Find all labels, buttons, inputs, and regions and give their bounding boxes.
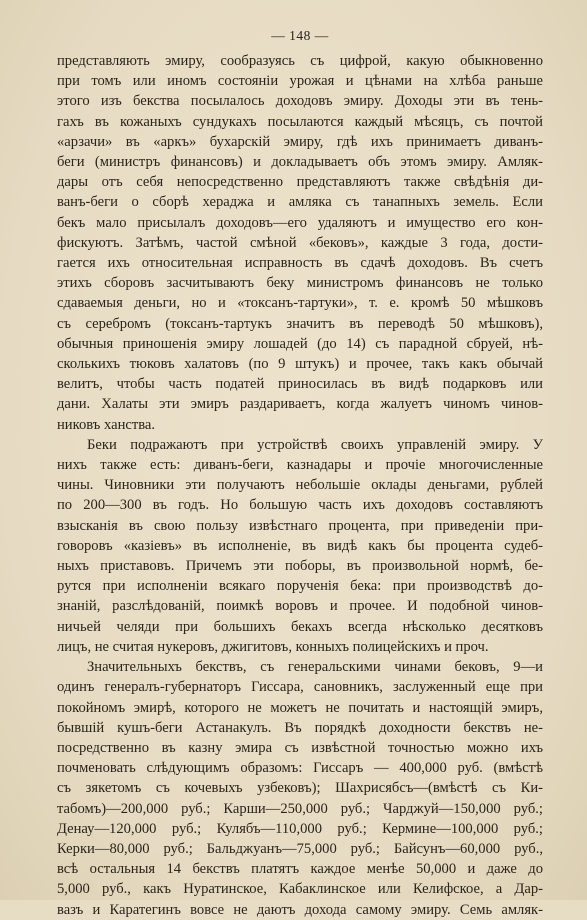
text-line: этого изъ бекства посылалось доходовъ эмиру. Доходы эти въ тень- xyxy=(57,93,543,110)
text-line: никовъ ханства. xyxy=(57,416,156,433)
text-line: чины. Чиновники эти получаютъ небольшіе оклады деньгами, рублей xyxy=(57,477,543,494)
text-line: Денау—120,000 руб.; Кулябъ—110,000 руб.; Кермине—100,000 руб.; xyxy=(57,820,543,837)
text-line: Беки подражаютъ при устройствѣ своихъ управленій эмиру. У xyxy=(87,436,543,453)
paragraph xyxy=(57,51,543,435)
text-line: гахъ въ кожаныхъ сундукахъ посылаются каждый мѣсяцъ, съ почтой xyxy=(57,113,543,130)
text-line: гается ихъ относительная исправность въ сдачѣ доходовъ. Въ счетъ xyxy=(57,255,543,272)
text-line: взысканія въ свою пользу извѣстнаго процента, при приведеніи при- xyxy=(57,517,543,534)
text-line: рутся при исполненіи всякаго порученія бека: при производствѣ до- xyxy=(57,578,543,595)
text-line: при томъ или иномъ состояніи урожая и цѣнами на хлѣба раньше xyxy=(57,73,543,90)
text-line: съ зякетомъ съ кочевыхъ узбековъ); Шахрисябсъ—(вмѣстѣ съ Ки- xyxy=(57,780,543,797)
text-line: представляють эмиру, сообразуясь съ цифрой, какую обыкновенно xyxy=(57,53,543,69)
text-line: почменовать слѣдующимъ образомъ: Гиссаръ — 400,000 руб. (вмѣстѣ xyxy=(57,760,543,777)
text-line: говоровъ «казіевъ» въ исполненіе, въ видѣ какъ бы процента судеб- xyxy=(57,537,543,554)
text-line: обычныя приношенія эмиру лошадей (до 14) съ парадной сбруей, нѣ- xyxy=(57,335,543,352)
text-line: посредственно въ казну эмира съ извѣстной точностью можно ихъ xyxy=(57,739,543,756)
text-line: сколькихъ тюковъ халатовъ (по 9 штукъ) и прочее, такъ какъ обычай xyxy=(57,356,543,373)
text-line: 5,000 руб., какъ Нуратинское, Кабаклинское или Келифское, а Дар- xyxy=(57,881,543,898)
text-line: «арзачи» въ «аркъ» бухарскій эмиру, гдѣ ихъ принимаетъ диванъ- xyxy=(57,133,543,150)
text-line: лицъ, не считая нукеровъ, джигитовъ, конныхъ полицейскихъ и проч. xyxy=(57,638,489,655)
text-line: вазъ и Каратегинъ вовсе не даютъ дохода самому эмиру. Семь амляк- xyxy=(57,901,543,918)
text-line: нихъ также есть: диванъ-беги, казнадары и прочіе многочисленные xyxy=(57,457,543,474)
text-line: велитъ, чтобы часть податей приносилась въ видѣ подарковъ или xyxy=(57,376,543,393)
page-number: — 148 — xyxy=(271,28,329,43)
text-line: по 200—300 въ годъ. Но большую часть ихъ доходовъ составляютъ xyxy=(57,497,543,514)
text-line: знаній, разслѣдованій, поимкѣ воровъ и прочее. И подобной чинов- xyxy=(57,598,543,615)
paragraph xyxy=(57,435,543,657)
text-line: Значительныхъ бекствъ, съ генеральскими чинами бековъ, 9—и xyxy=(87,659,543,676)
paragraph xyxy=(57,657,543,920)
text-line: Керки—80,000 руб.; Бальджуанъ—75,000 руб.; Байсунъ—60,000 руб., xyxy=(57,840,543,857)
document-body xyxy=(57,51,543,920)
text-line: бывшій кушъ-беги Астанакулъ. Въ порядкѣ доходности бекствъ не- xyxy=(57,719,543,736)
text-line: этихъ сборовъ засчитываютъ беку министромъ финансовъ не только xyxy=(57,275,543,292)
text-line: одинъ генералъ-губернаторъ Гиссара, сановникъ, заслуженный еще при xyxy=(57,679,543,696)
text-line: ныхъ приставовъ. Причемъ эти поборы, въ произвольной нормѣ, бе- xyxy=(57,558,543,575)
text-line: беги (министръ финансовъ) и докладываетъ объ этомъ эмиру. Амляк- xyxy=(57,154,543,171)
text-line: всѣ остальныя 14 бекствъ платятъ каждое менѣе 50,000 и даже до xyxy=(57,861,543,878)
text-line: съ серебромъ (токсанъ-тартукъ значитъ въ переводѣ 50 мѣшковъ), xyxy=(57,315,543,332)
text-line: дани. Халаты эти эмиръ раздариваетъ, когда жалуетъ чиномъ чинов- xyxy=(57,396,543,413)
text-line: сдаваемыя деньги, но и «токсанъ-тартуки», т. е. кромѣ 50 мѣшковъ xyxy=(57,295,543,312)
text-line: фискуютъ. Затѣмъ, частой смѣной «бековъ», каждые 3 года, дости- xyxy=(57,234,543,251)
text-line: дары отъ себя непосредственно представляютъ также свѣдѣнія ди- xyxy=(57,174,543,191)
text-line: покойномъ эмирѣ, которого не можетъ не почитать и настоящій эмиръ, xyxy=(57,699,543,716)
text-line: табомъ)—200,000 руб.; Карши—250,000 руб.; Чарджуй—150,000 руб.; xyxy=(57,800,543,817)
text-line: ничьей челяди при большихъ бекахъ всегда нѣсколько десятковъ xyxy=(57,618,543,635)
text-line: бекъ мало присылалъ доходовъ—его удаляютъ и имущество его кон- xyxy=(57,214,543,231)
text-line: ванъ-беги о сборѣ хераджа и амляка съ танапныхъ земель. Если xyxy=(57,194,543,211)
